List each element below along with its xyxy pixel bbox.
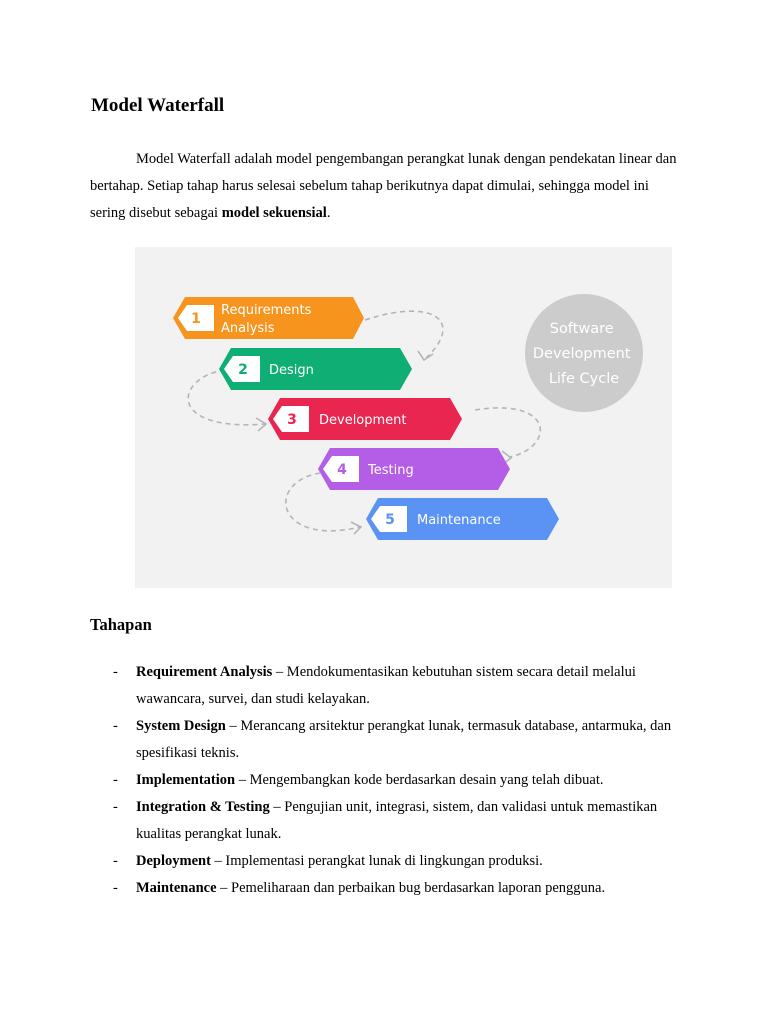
stage-3-label: Development	[319, 413, 407, 428]
step-term: Requirement Analysis	[136, 664, 273, 680]
step-desc: – Implementasi perangkat lunak di lingkungan produksi.	[210, 853, 543, 869]
arrowhead-2	[418, 351, 433, 360]
list-bullet: -	[113, 718, 118, 734]
intro-text: Model Waterfall adalah model pengembangan perangkat lunak dengan pendekatan linear dan bertahap. Setiap tahap harus selesai sebelum tahap berikutnya dapat dimulai, sehingga model ini sering disebut sebagai	[90, 151, 677, 221]
intro-text-end: .	[326, 205, 331, 221]
step-desc: – Mendokumentasikan kebutuhan sistem secara detail melalui wawancara, survei, dan studi kelayakan.	[136, 664, 636, 707]
stage-4-label: Testing	[368, 463, 414, 478]
list-item	[90, 848, 690, 875]
stage-2-number: 2	[238, 362, 248, 378]
list-bullet: -	[113, 772, 118, 788]
step-term: System Design	[136, 718, 226, 734]
stage-3-number: 3	[287, 412, 297, 428]
stage-2	[219, 348, 412, 390]
list-bullet: -	[113, 664, 118, 680]
waterfall-figure	[135, 247, 672, 588]
stage-4-number: 4	[337, 462, 347, 478]
step-term: Maintenance	[136, 880, 217, 896]
steps-list	[90, 659, 690, 902]
list-bullet: -	[113, 853, 118, 869]
stage-5	[366, 498, 559, 540]
arrowhead-3	[256, 418, 266, 431]
page-title: Model Waterfall	[91, 95, 225, 116]
waterfall-diagram	[135, 247, 672, 588]
stage-1-label-line-2: Analysis	[221, 321, 275, 336]
stage-2-label: Design	[269, 363, 314, 378]
step-term: Deployment	[136, 853, 211, 869]
stage-5-number: 5	[385, 512, 395, 528]
stage-1	[173, 297, 364, 339]
list-item	[90, 713, 690, 767]
circle-line-1: Software	[549, 321, 614, 337]
list-item	[90, 659, 690, 713]
step-desc: – Pengujian unit, integrasi, sistem, dan validasi untuk memastikan kualitas perangkat lunak.	[136, 799, 658, 842]
circle-line-3: Life Cycle	[548, 371, 620, 387]
stage-3	[268, 398, 462, 440]
intro-bold-term: model sekuensial	[221, 205, 327, 221]
list-bullet: -	[113, 799, 118, 815]
section-title: Tahapan	[90, 615, 152, 634]
circle-line-2: Development	[532, 346, 631, 362]
step-term: Implementation	[136, 772, 236, 788]
list-item	[90, 794, 690, 848]
step-desc: – Pemeliharaan dan perbaikan bug berdasarkan laporan pengguna.	[216, 880, 606, 896]
list-bullet: -	[113, 880, 118, 896]
intro-paragraph	[90, 146, 682, 227]
stage-1-label-line-1: Requirements	[221, 303, 312, 318]
step-desc: – Mengembangkan kode berdasarkan desain yang telah dibuat.	[235, 772, 604, 788]
stage-1-number: 1	[191, 311, 201, 327]
stage-4	[318, 448, 510, 490]
list-item	[90, 767, 690, 794]
step-term: Integration & Testing	[136, 799, 270, 815]
list-item	[90, 875, 690, 902]
stage-5-label: Maintenance	[417, 513, 501, 528]
step-desc: – Merancang arsitektur perangkat lunak, termasuk database, antarmuka, dan spesifikasi teknis.	[136, 718, 672, 761]
